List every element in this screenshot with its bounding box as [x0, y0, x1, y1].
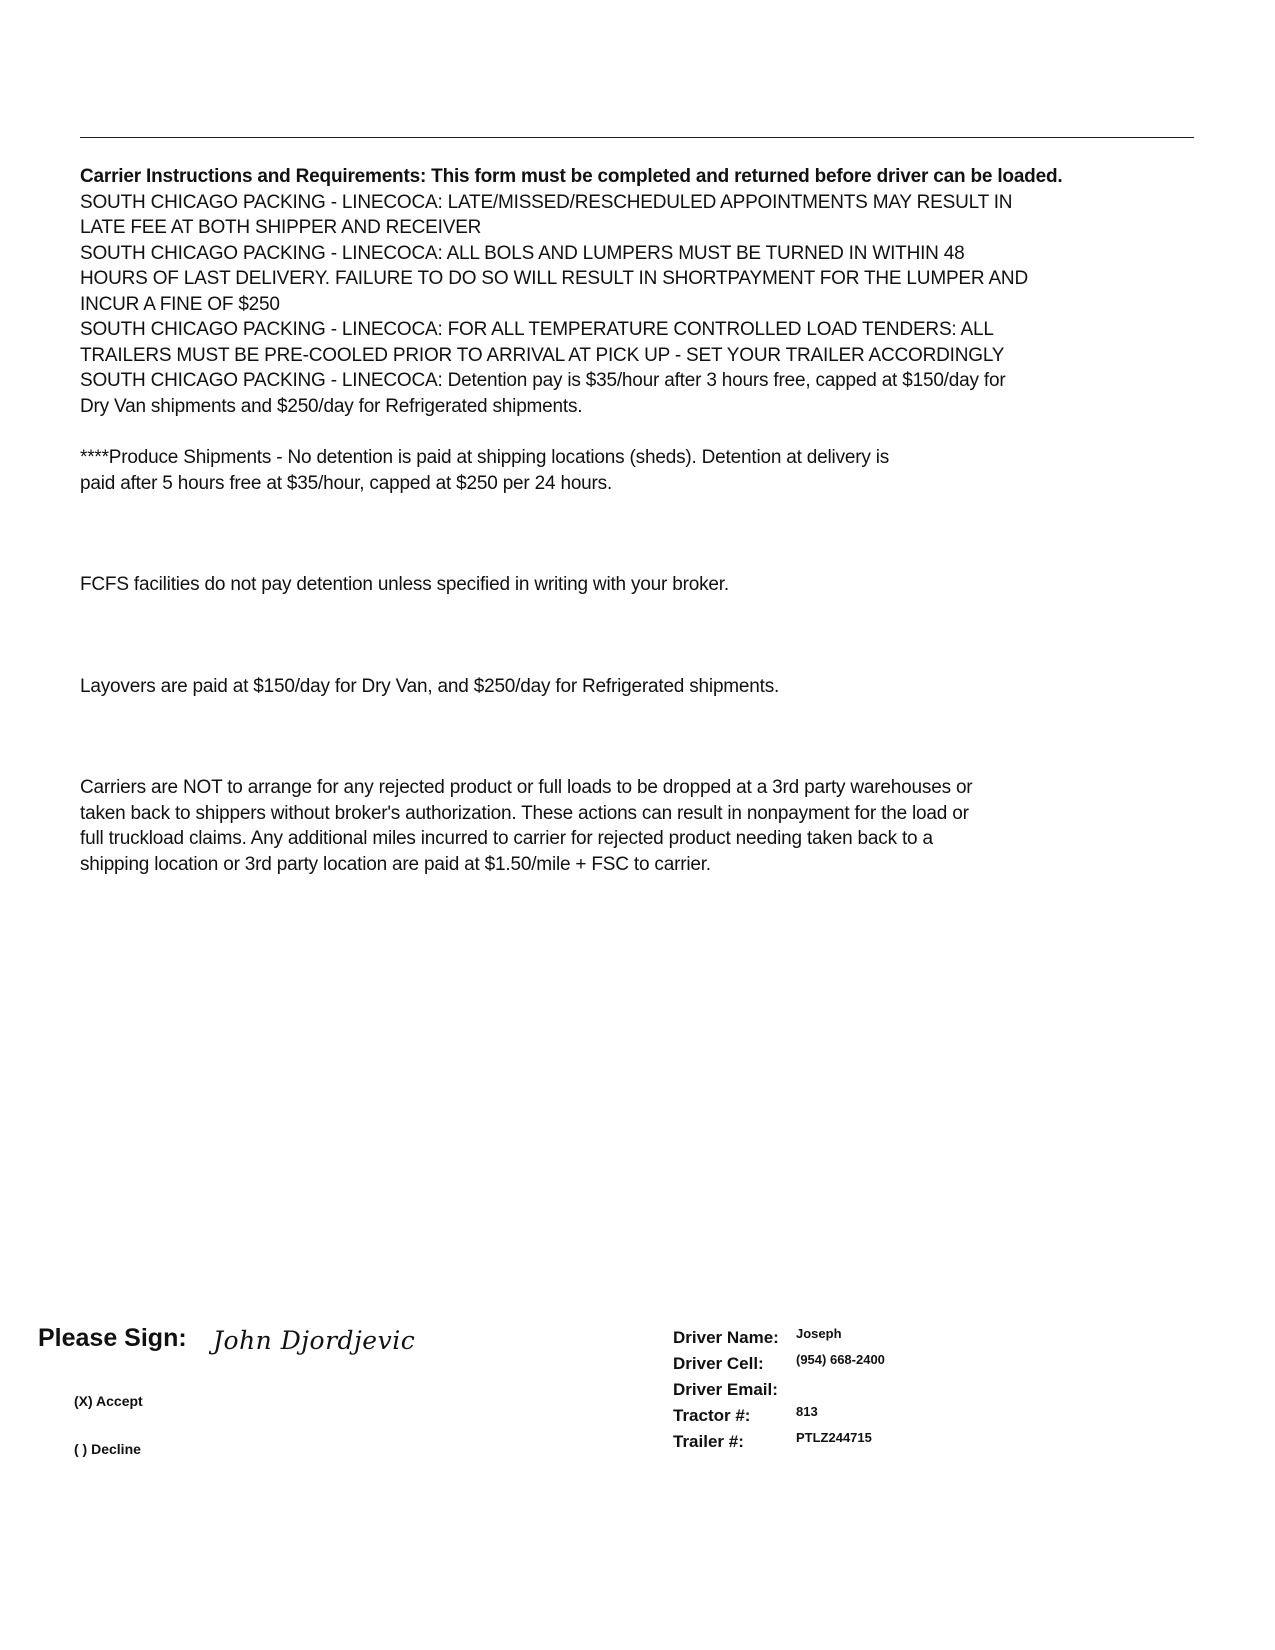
- instruction-line: SOUTH CHICAGO PACKING - LINECOCA: LATE/MISSED/RESCHEDULED APPOINTMENTS MAY RESULT IN: [80, 191, 1013, 213]
- carriers-line: taken back to shippers without broker's authorization. These actions can result in nonpayment for the load or: [80, 802, 969, 824]
- tractor-label: Tractor #:: [673, 1406, 751, 1425]
- instruction-line: SOUTH CHICAGO PACKING - LINECOCA: FOR ALL TEMPERATURE CONTROLLED LOAD TENDERS: ALL: [80, 319, 994, 340]
- fcfs-note: [80, 572, 1180, 598]
- instruction-line: HOURS OF LAST DELIVERY. FAILURE TO DO SO WILL RESULT IN SHORTPAYMENT FOR THE LUMPER AND: [80, 268, 1028, 289]
- produce-line: ****Produce Shipments - No detention is paid at shipping locations (sheds). Detention at delivery is: [80, 447, 890, 468]
- carriers-note: [80, 775, 1180, 877]
- driver-name-label: Driver Name:: [673, 1328, 779, 1347]
- produce-line: paid after 5 hours free at $35/hour, capped at $250 per 24 hours.: [80, 472, 613, 494]
- produce-shipments-note: [80, 445, 1180, 496]
- driver-cell-label: Driver Cell:: [673, 1354, 764, 1373]
- carriers-line: shipping location or 3rd party location are paid at $1.50/mile + FSC to carrier.: [80, 853, 711, 875]
- instruction-line: LATE FEE AT BOTH SHIPPER AND RECEIVER: [80, 217, 482, 238]
- instruction-line: SOUTH CHICAGO PACKING - LINECOCA: Detention pay is $35/hour after 3 hours free, capped at $150/day for: [80, 370, 1006, 391]
- fcfs-line: FCFS facilities do not pay detention unless specified in writing with your broker.: [80, 574, 729, 595]
- signature-field[interactable]: John Djordjevic: [213, 1326, 416, 1355]
- carriers-line: Carriers are NOT to arrange for any rejected product or full loads to be dropped at a 3rd party warehouses or: [80, 777, 973, 798]
- trailer-value[interactable]: PTLZ244715: [796, 1430, 872, 1445]
- instruction-line: SOUTH CHICAGO PACKING - LINECOCA: ALL BOLS AND LUMPERS MUST BE TURNED IN WITHIN 48: [80, 242, 965, 264]
- trailer-label: Trailer #:: [673, 1432, 744, 1451]
- decline-option[interactable]: ( ) Decline: [74, 1441, 141, 1457]
- driver-email-label: Driver Email:: [673, 1380, 778, 1399]
- driver-cell-row: [673, 1354, 1233, 1380]
- header-divider: [80, 137, 1194, 138]
- accept-option[interactable]: (X) Accept: [74, 1393, 143, 1409]
- driver-info: [673, 1328, 1233, 1458]
- please-sign-label: Please Sign:: [38, 1324, 187, 1352]
- tractor-value[interactable]: 813: [796, 1404, 818, 1419]
- carriers-line: full truckload claims. Any additional miles incurred to carrier for rejected product needing taken back to a: [80, 828, 933, 849]
- driver-name-value[interactable]: Joseph: [796, 1326, 842, 1341]
- layovers-note: [80, 674, 1180, 700]
- carrier-instructions: [80, 164, 1210, 419]
- instruction-line: INCUR A FINE OF $250: [80, 293, 280, 315]
- driver-email-row: [673, 1380, 1233, 1406]
- layovers-line: Layovers are paid at $150/day for Dry Van, and $250/day for Refrigerated shipments.: [80, 676, 780, 697]
- driver-name-row: [673, 1328, 1233, 1354]
- instruction-line: TRAILERS MUST BE PRE-COOLED PRIOR TO ARRIVAL AT PICK UP - SET YOUR TRAILER ACCORDINGLY: [80, 344, 1005, 366]
- instructions-heading: Carrier Instructions and Requirements: This form must be completed and returned before driver can be loaded.: [80, 166, 1063, 187]
- instruction-line: Dry Van shipments and $250/day for Refrigerated shipments.: [80, 395, 583, 417]
- tractor-row: [673, 1406, 1233, 1432]
- trailer-row: [673, 1432, 1233, 1458]
- driver-cell-value[interactable]: (954) 668-2400: [796, 1352, 885, 1367]
